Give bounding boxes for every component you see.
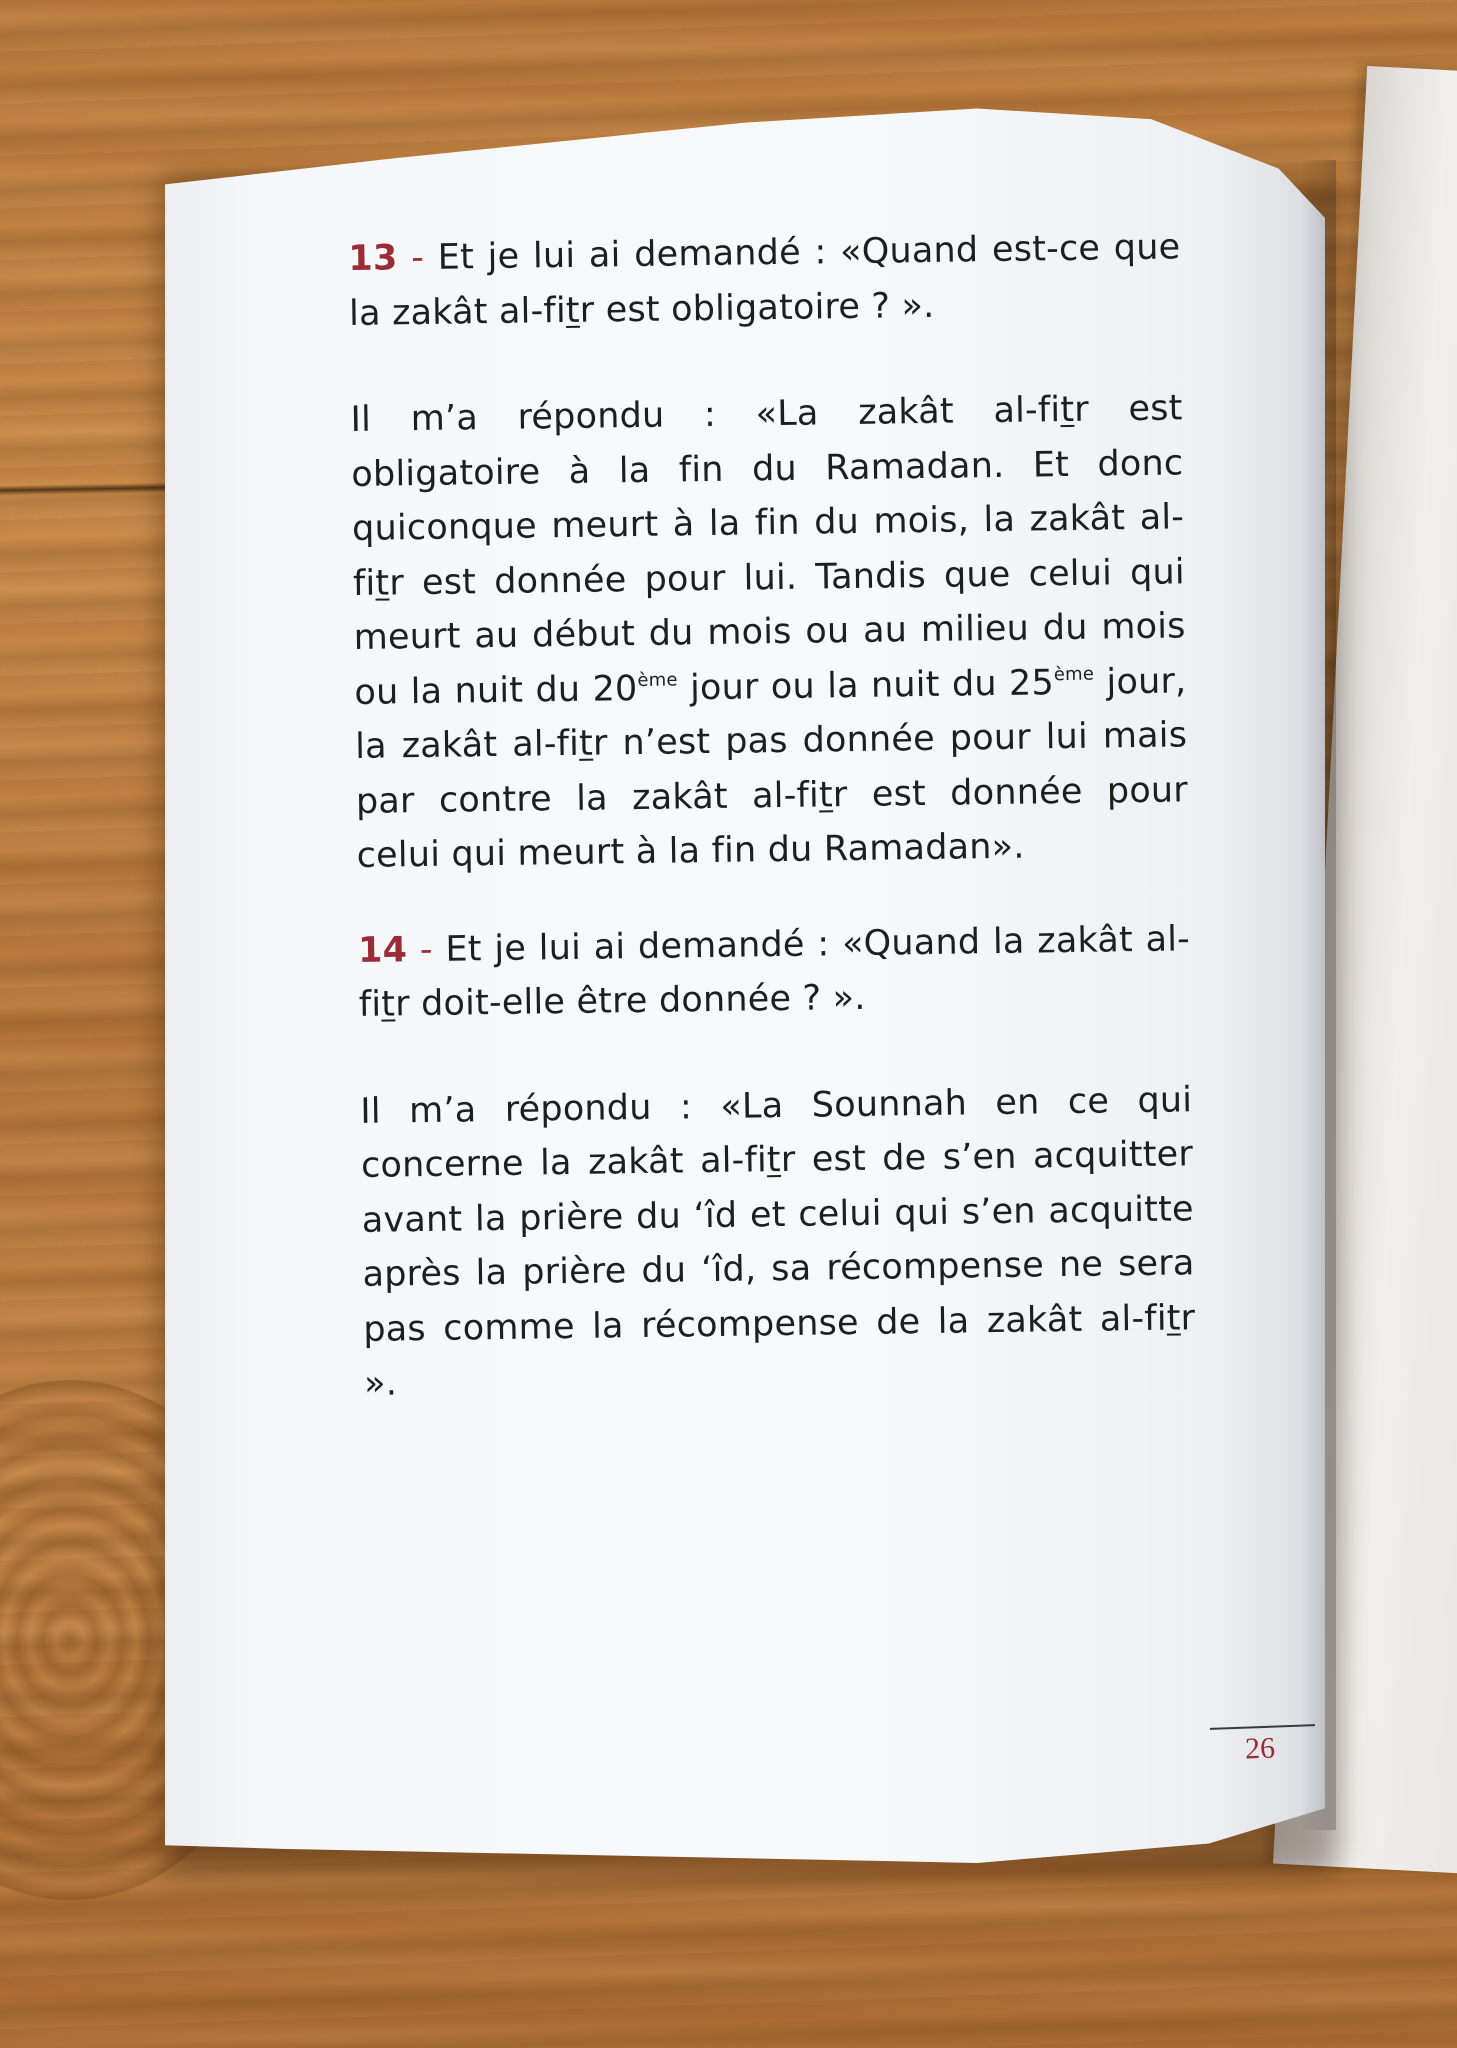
answer-text: r est de s’en acquitter avant la prière du ‘îd et celui qui s’en acquitte après la prière du ‘îd, sa récompense ne sera pas comme la récompense de la zakât al-fi [361,1134,1195,1350]
underlined-letter: t [1060,389,1075,431]
page-number: 26 [1244,1731,1276,1766]
question-text-end: r doit-elle être donnée ? ». [394,977,866,1025]
superscript-ordinal: ème [1053,663,1095,685]
answer-text: r ». [363,1297,1196,1404]
page-gutter-shadow [1300,160,1336,1830]
answer-text: jour, la zakât al-fi [354,660,1187,767]
entry-number: 13 [348,238,398,279]
entry-separator: - [410,237,425,279]
superscript-ordinal: ème [637,668,678,691]
answer-text: jour ou la nuit du 25 [677,662,1055,708]
answer-text: Il m’a répondu : «La Sounnah en ce qui concerne la zakât al-fi [360,1079,1193,1186]
underlined-letter: t [565,290,581,331]
question-14 [358,912,1191,1033]
answer-text: Il m’a répondu : «La zakât al-fi [350,390,1061,440]
answer-text: r est donnée pour celui qui meurt à la fin du Ramadan». [356,769,1189,876]
question-text: Et je lui ai demandé : «Quand la zakât al-fi [358,918,1191,1025]
underlined-letter: t [578,723,594,764]
answer-14 [360,1073,1196,1412]
underlined-letter: t [766,1140,782,1181]
question-13 [348,220,1181,341]
answer-text: r n’est pas donnée pour lui mais par contre la zakât al-fi [355,715,1188,822]
answer-text: r est obligatoire à la fin du Ramadan. Et donc quiconque meurt à la fin du mois, la zakât al-fi [351,388,1185,604]
underlined-letter: t [818,774,834,815]
underlined-letter: t [1166,1297,1181,1339]
underlined-letter: t [375,562,390,604]
entry-number: 14 [357,929,408,971]
question-text: Et je lui ai demandé : «Quand est-ce que la zakât al-fi [348,227,1181,334]
wood-crack [0,483,170,496]
answer-13 [350,381,1189,883]
answer-text: r est donnée pour lui. Tandis que celui qui meurt au début du mois ou au milieu du mois ou la nuit du 20 [353,551,1186,713]
underlined-letter: t [380,984,396,1025]
question-text-end: r est obligatoire ? ». [579,285,935,331]
entry-separator: - [419,929,433,970]
page-text [348,220,1197,1451]
